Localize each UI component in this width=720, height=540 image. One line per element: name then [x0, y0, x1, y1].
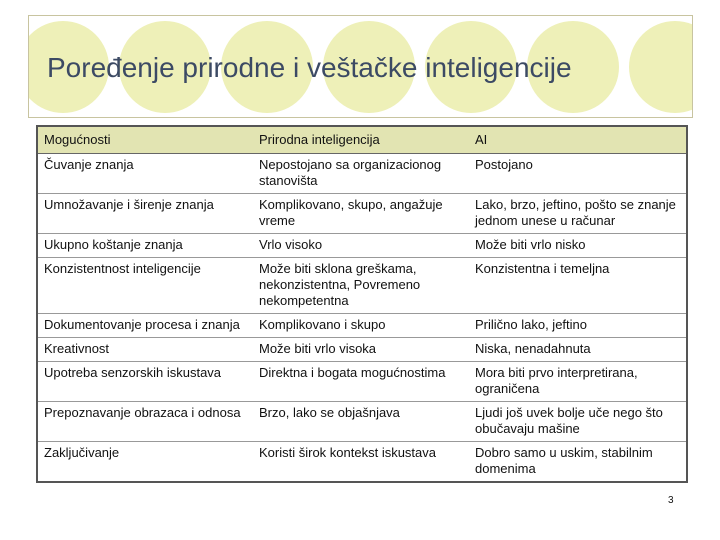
slide-title: Poređenje prirodne i veštačke inteligencije: [47, 52, 572, 83]
table-body: [37, 126, 687, 482]
cell-natural: Koristi širok kontekst iskustava: [253, 442, 469, 483]
table-row: [37, 442, 687, 483]
decorative-circle: [629, 21, 693, 113]
table-row: [37, 338, 687, 362]
cell-ai: Postojano: [469, 154, 687, 194]
table-row: [37, 362, 687, 402]
comparison-table: [36, 125, 688, 483]
cell-natural: Komplikovano i skupo: [253, 314, 469, 338]
table-row: [37, 314, 687, 338]
cell-ai: Ljudi još uvek bolje uče nego što obučavaju mašine: [469, 402, 687, 442]
cell-ai: Niska, nenadahnuta: [469, 338, 687, 362]
header-cell-capability: Mogućnosti: [37, 126, 253, 154]
cell-capability: Konzistentnost inteligencije: [37, 258, 253, 314]
cell-capability: Upotreba senzorskih iskustava: [37, 362, 253, 402]
cell-capability: Čuvanje znanja: [37, 154, 253, 194]
cell-capability: Prepoznavanje obrazaca i odnosa: [37, 402, 253, 442]
header-cell-ai: AI: [469, 126, 687, 154]
title-frame: [28, 15, 693, 118]
cell-ai: Lako, brzo, jeftino, pošto se znanje jednom unese u računar: [469, 194, 687, 234]
page-number: 3: [668, 495, 674, 506]
cell-natural: Komplikovano, skupo, angažuje vreme: [253, 194, 469, 234]
cell-natural: Nepostojano sa organizacionog stanovišta: [253, 154, 469, 194]
cell-natural: Vrlo visoko: [253, 234, 469, 258]
cell-ai: Konzistentna i temeljna: [469, 258, 687, 314]
table-row: [37, 154, 687, 194]
cell-capability: Kreativnost: [37, 338, 253, 362]
cell-capability: Zaključivanje: [37, 442, 253, 483]
cell-capability: Ukupno koštanje znanja: [37, 234, 253, 258]
cell-capability: Dokumentovanje procesa i znanja: [37, 314, 253, 338]
cell-ai: Mora biti prvo interpretirana, ograničena: [469, 362, 687, 402]
cell-natural: Direktna i bogata mogućnostima: [253, 362, 469, 402]
cell-natural: Može biti sklona greškama, nekonzistentna, Povremeno nekompetentna: [253, 258, 469, 314]
table-header-row: [37, 126, 687, 154]
cell-ai: Može biti vrlo nisko: [469, 234, 687, 258]
cell-natural: Može biti vrlo visoka: [253, 338, 469, 362]
table-row: [37, 194, 687, 234]
cell-capability: Umnožavanje i širenje znanja: [37, 194, 253, 234]
table-row: [37, 402, 687, 442]
table-row: [37, 258, 687, 314]
cell-ai: Dobro samo u uskim, stabilnim domenima: [469, 442, 687, 483]
header-cell-natural: Prirodna inteligencija: [253, 126, 469, 154]
cell-natural: Brzo, lako se objašnjava: [253, 402, 469, 442]
cell-ai: Prilično lako, jeftino: [469, 314, 687, 338]
table-row: [37, 234, 687, 258]
